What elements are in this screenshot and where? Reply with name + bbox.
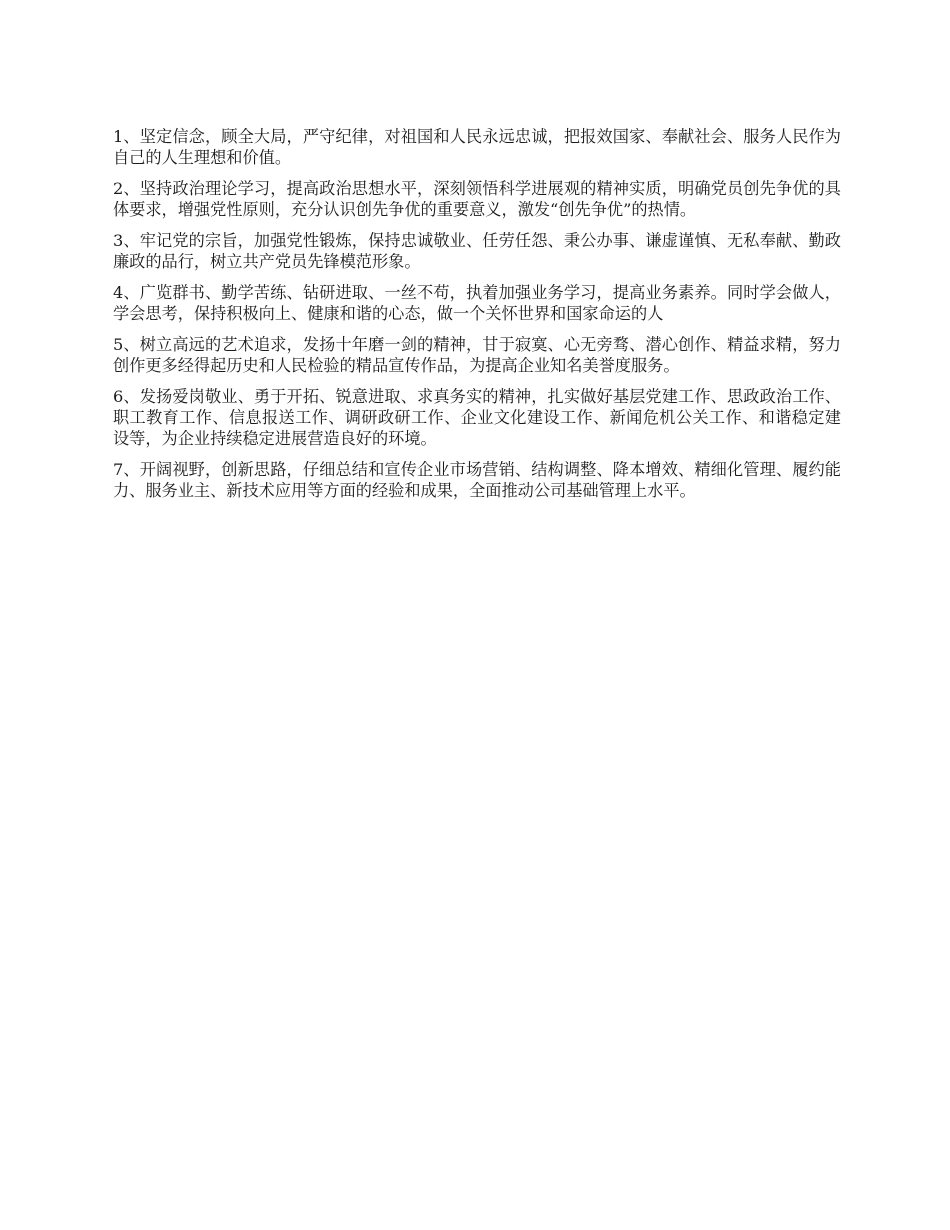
paragraph-6: 6、发扬爱岗敬业、勇于开拓、锐意进取、求真务实的精神，扎实做好基层党建工作、思政政治工作、职工教育工作、信息报送工作、调研政研工作、企业文化建设工作、新闻危机公关工作、和谐稳定建设等，为企业持续稳定进展营造良好的环境。 xyxy=(113,387,841,448)
paragraph-5: 5、树立高远的艺术追求，发扬十年磨一剑的精神，甘于寂寞、心无旁骛、潜心创作、精益求精，努力创作更多经得起历史和人民检验的精品宣传作品，为提高企业知名美誉度服务。 xyxy=(113,335,841,375)
paragraph-2: 2、坚持政治理论学习，提高政治思想水平，深刻领悟科学进展观的精神实质，明确党员创先争优的具体要求，增强党性原则，充分认识创先争优的重要意义，激发“创先争优”的热情。 xyxy=(113,179,841,219)
document-body xyxy=(113,126,841,511)
paragraph-3: 3、牢记党的宗旨，加强党性锻炼，保持忠诚敬业、任劳任怨、秉公办事、谦虚谨慎、无私奉献、勤政廉政的品行，树立共产党员先锋模范形象。 xyxy=(113,231,841,271)
paragraph-7: 7、开阔视野，创新思路，仔细总结和宣传企业市场营销、结构调整、降本增效、精细化管理、履约能力、服务业主、新技术应用等方面的经验和成果，全面推动公司基础管理上水平。 xyxy=(113,460,841,500)
paragraph-4: 4、广览群书、勤学苦练、钻研进取、一丝不苟，执着加强业务学习，提高业务素养。同时学会做人，学会思考，保持积极向上、健康和谐的心态，做一个关怀世界和国家命运的人 xyxy=(113,283,841,323)
paragraph-1: 1、坚定信念，顾全大局，严守纪律，对祖国和人民永远忠诚，把报效国家、奉献社会、服务人民作为自己的人生理想和价值。 xyxy=(113,127,841,167)
